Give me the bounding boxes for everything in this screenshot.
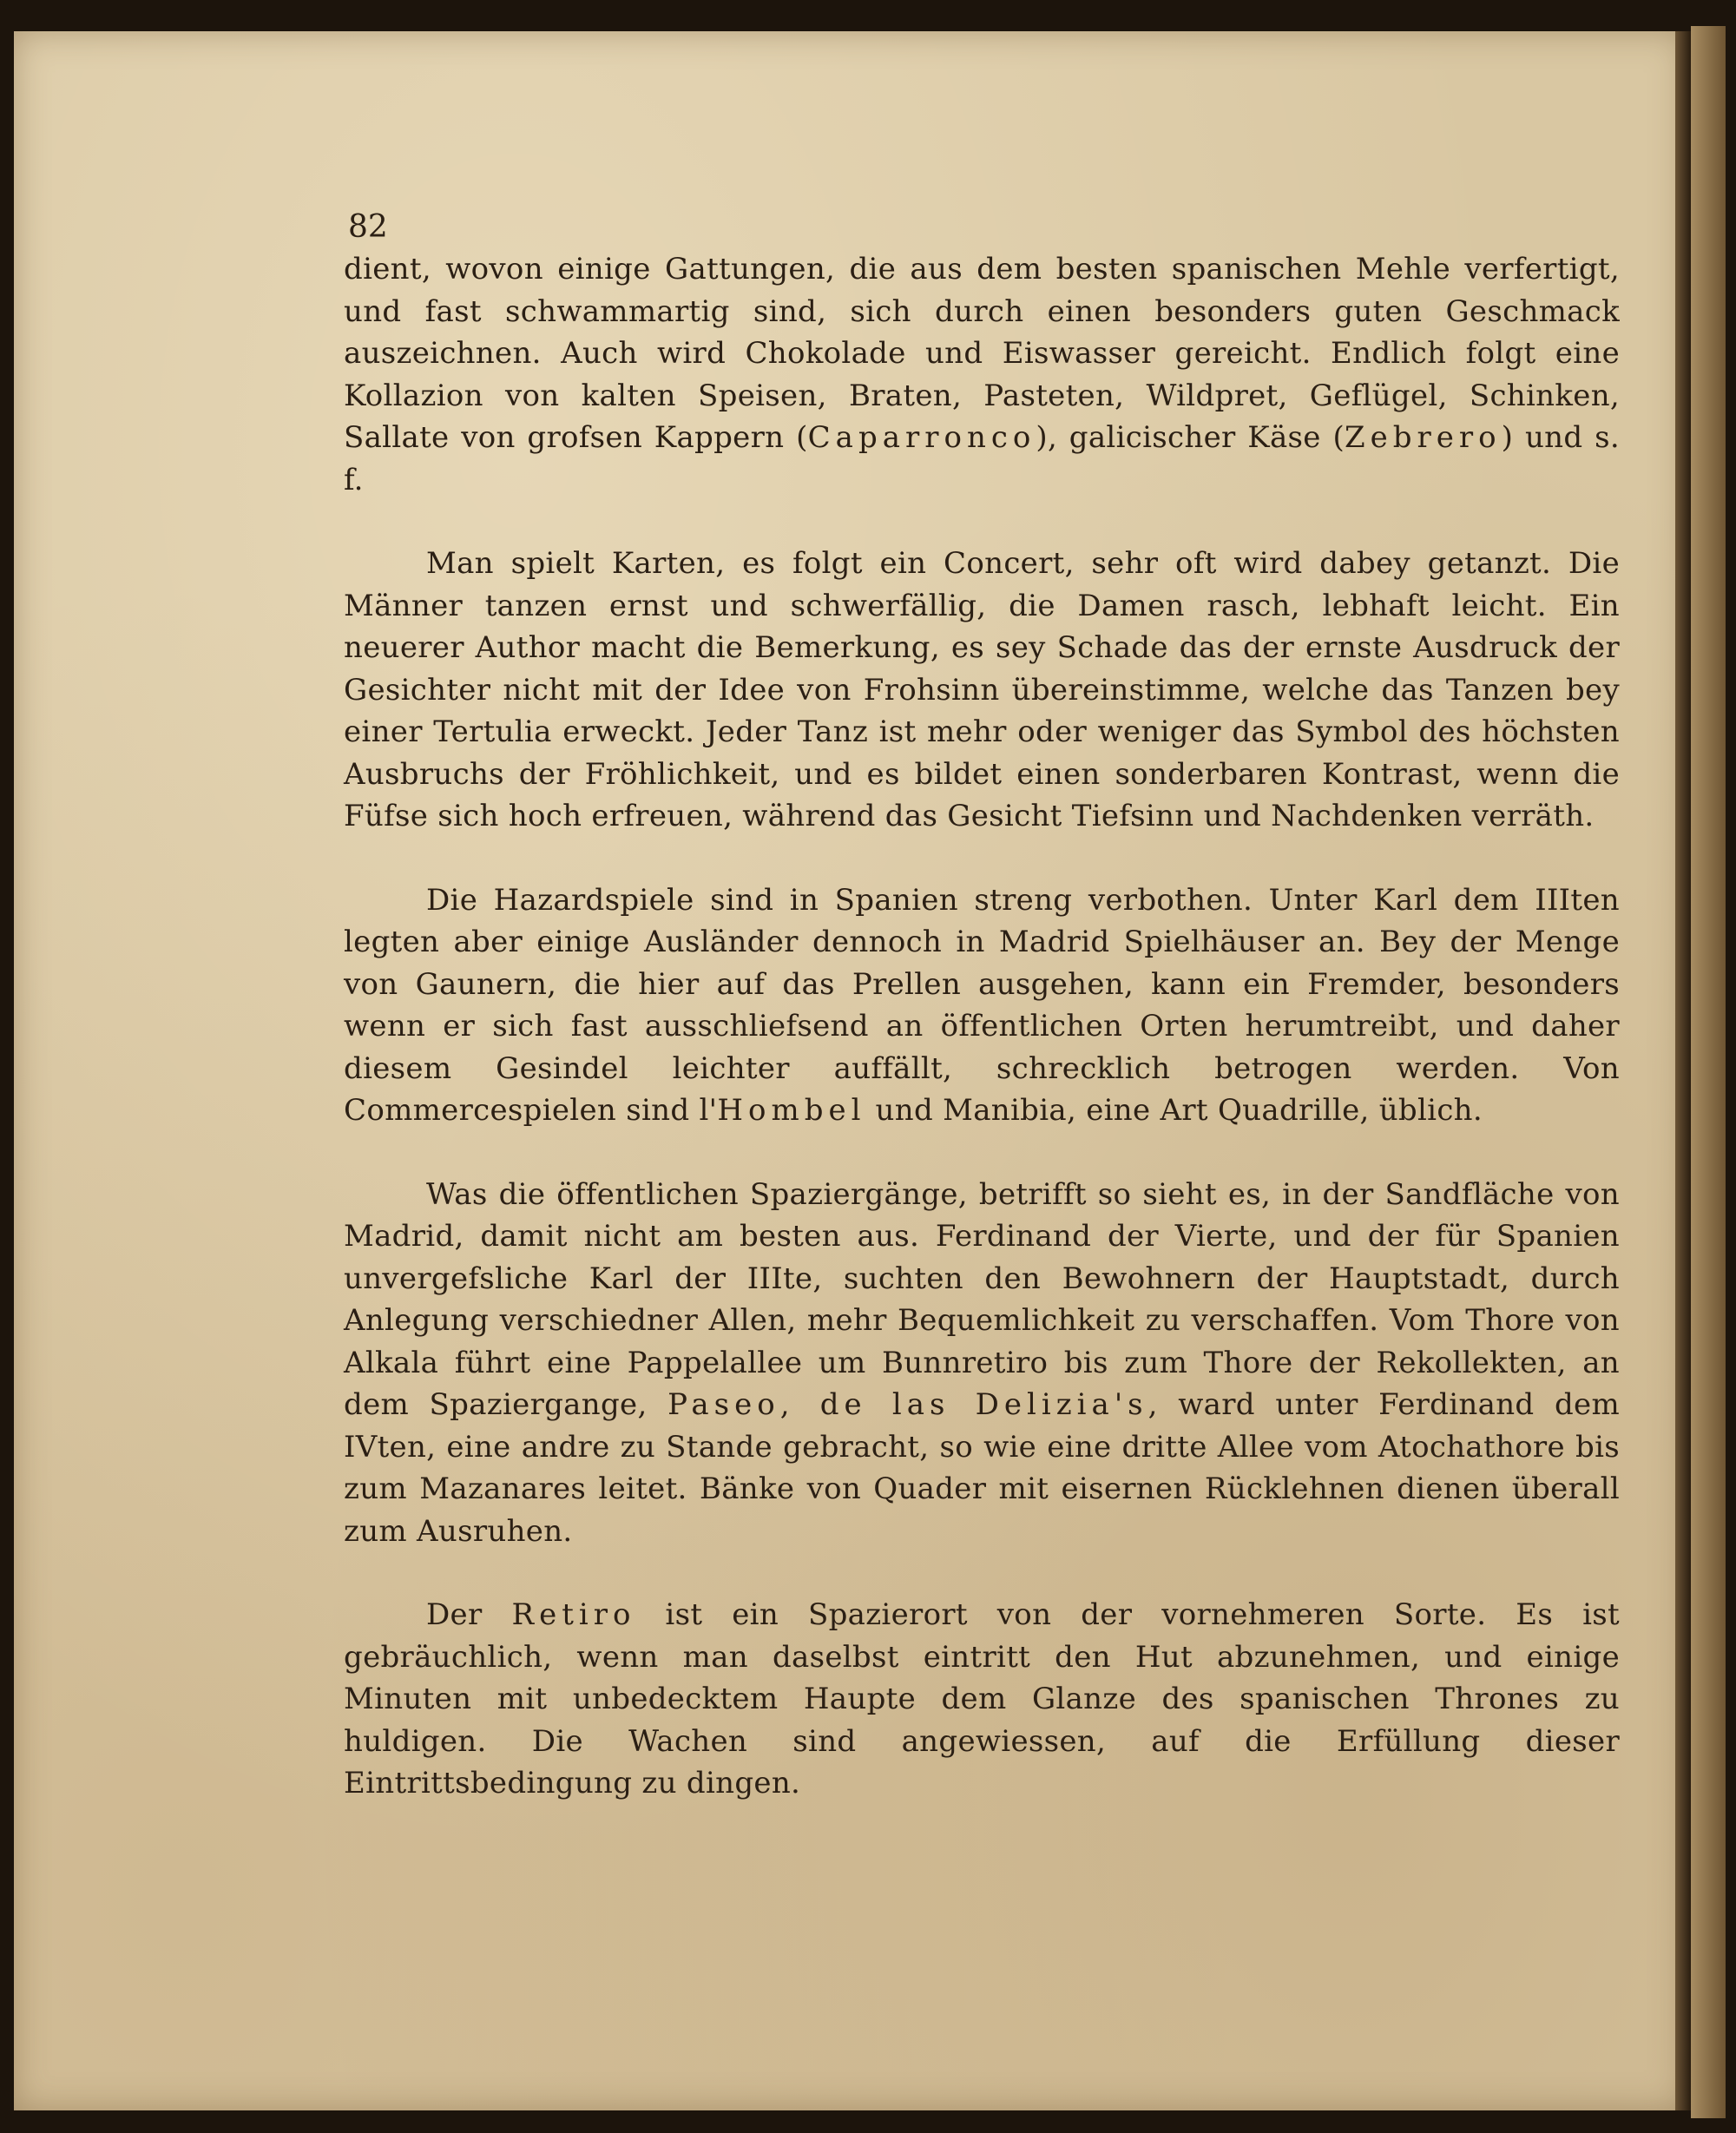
paragraph (344, 543, 1620, 838)
book-gutter (1675, 31, 1691, 2110)
paragraph-text: und Manibia, eine Art Quadrille, üblich. (865, 1093, 1483, 1128)
paragraph-text: Was die öffentlichen Spaziergänge, betrifft so sieht es, in der Sandfläche von Madrid, damit nicht am besten aus. Ferdinand der Vierte, und der für Spanien unvergefsliche Karl der IIIte, suchten den Bewohnern der Hauptstadt, durch Anlegung verschiedner Allen, mehr Bequemlichkeit zu verschaffen. Vom Thore von Alkala führt eine Pappelallee um Bunnretiro bis zum Thore der Rekollekten, an dem Spaziergange, (344, 1176, 1620, 1422)
paragraph (344, 879, 1620, 1132)
paragraph-text: Man spielt Karten, es folgt ein Concert, sehr oft wird dabey getanzt. Die Männer tanzen ernst und schwerfällig, die Damen rasch, lebhaft leicht. Ein neuerer Author macht die Bemerkung, es sey Schade das der ernste Ausdruck der Gesichter nicht mit der Idee von Frohsinn übereinstimme, welche das Tanzen bey einer Tertulia erweckt. Jeder Tanz ist mehr oder weniger das Symbol des höchsten Ausbruchs der Fröhlichkeit, und es bildet einen sonderbaren Kontrast, wenn die Füfse sich hoch erfreuen, während das Gesicht Tiefsinn und Nachdenken verräth. (344, 546, 1620, 833)
paper-page (14, 31, 1685, 2110)
spaced-emphasis-text: Retiro (511, 1597, 636, 1632)
paragraph-text: ) und s. f. (344, 420, 1620, 497)
spaced-emphasis-text: Hombel (717, 1093, 866, 1128)
paragraph-text: ist ein Spazierort von der vornehmeren Sorte. Es ist gebräuchlich, wenn man daselbst eintritt den Hut abzunehmen, und einige Minuten mit unbedecktem Haupte dem Glanze des spanischen Thrones zu huldigen. Die Wachen sind angewiessen, auf die Erfüllung dieser Eintrittsbedingung zu dingen. (344, 1597, 1620, 1801)
page-number: 82 (348, 209, 388, 245)
paragraph-text: dient, wovon einige Gattungen, die aus dem besten spanischen Mehle verfertigt, und fast schwammartig sind, sich durch einen besonders guten Geschmack auszeichnen. Auch wird Chokolade und Eiswasser gereicht. Endlich folgt eine Kollazion von kalten Speisen, Braten, Pasteten, Wildpret, Geflügel, Schinken, Sallate von grofsen Kappern ( (344, 252, 1620, 455)
paragraph-text: Die Hazardspiele sind in Spanien streng verbothen. Unter Karl dem IIIten legten aber einige Ausländer dennoch in Madrid Spielhäuser an. Bey der Menge von Gaunern, die hier auf das Prellen ausgehen, kann ein Fremder, besonders wenn er sich fast ausschliefsend an öffentlichen Orten herumtreibt, und daher diesem Gesindel leichter auffällt, schrecklich betrogen werden. Von Commercespielen sind l' (344, 882, 1620, 1128)
paragraph-text: , ward unter Ferdinand dem IVten, eine andre zu Stande gebracht, so wie eine dritte Allee vom Atochathore bis zum Mazanares leitet. Bänke von Quader mit eisernen Rücklehnen dienen überall zum Ausruhen. (344, 1387, 1620, 1549)
spaced-emphasis-text: Zebrero (1345, 420, 1502, 455)
paragraph-text: Der (426, 1597, 512, 1632)
spaced-emphasis-text: Caparronco (807, 420, 1036, 455)
paragraph (344, 1594, 1620, 1805)
facing-page-edge (1691, 26, 1726, 2118)
spaced-emphasis-text: Paseo, de las Delizia's (667, 1387, 1148, 1422)
body-text (344, 248, 1620, 1847)
paragraph (344, 248, 1620, 501)
paragraph (344, 1174, 1620, 1553)
paragraph-text: ), galicischer Käse ( (1036, 420, 1345, 455)
